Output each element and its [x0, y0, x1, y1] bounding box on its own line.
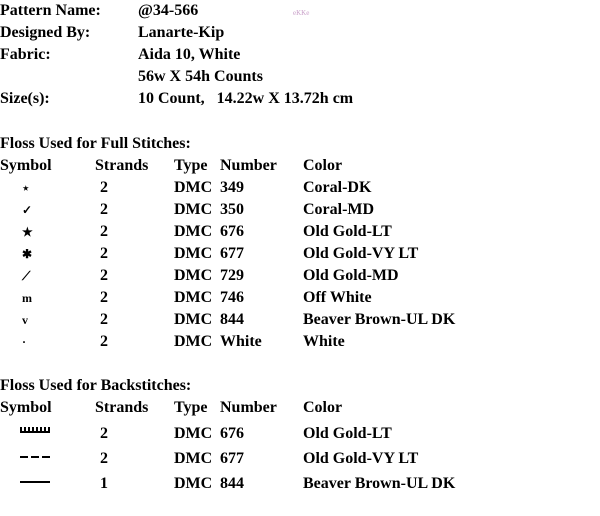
dashed-line-icon	[20, 456, 50, 458]
designed-by-value: Lanarte-Kip	[138, 24, 225, 41]
color-cell: Beaver Brown-UL DK	[303, 475, 456, 492]
strands-cell: 2	[100, 450, 108, 467]
color-cell: Old Gold-LT	[303, 425, 392, 442]
strands-cell: 2	[100, 311, 108, 328]
number-cell: 676	[220, 425, 244, 442]
strands-cell: 2	[100, 245, 108, 262]
full-col-symbol: Symbol	[0, 157, 52, 174]
stitch-symbol-icon: m	[22, 291, 32, 305]
strands-cell: 2	[100, 201, 108, 218]
number-cell: 676	[220, 223, 244, 240]
back-col-type: Type	[174, 399, 208, 416]
stitch-symbol-icon: ⋆	[22, 181, 30, 195]
type-cell: DMC	[174, 245, 213, 262]
color-cell: Off White	[303, 289, 372, 306]
type-cell: DMC	[174, 475, 213, 492]
type-cell: DMC	[174, 333, 213, 350]
backstitches-title: Floss Used for Backstitches:	[0, 377, 192, 394]
designed-by-label: Designed By:	[0, 24, 91, 41]
strands-cell: 2	[100, 179, 108, 196]
number-cell: White	[220, 333, 262, 350]
back-col-strands: Strands	[95, 399, 149, 416]
color-cell: White	[303, 333, 345, 350]
back-col-symbol: Symbol	[0, 399, 52, 416]
color-cell: Old Gold-VY LT	[303, 245, 419, 262]
strands-cell: 2	[100, 425, 108, 442]
pattern-name-value: @34-566	[138, 2, 199, 19]
full-col-type: Type	[174, 157, 208, 174]
color-cell: Old Gold-MD	[303, 267, 399, 284]
type-cell: DMC	[174, 267, 213, 284]
type-cell: DMC	[174, 201, 213, 218]
color-cell: Coral-DK	[303, 179, 372, 196]
stitch-symbol-icon: ⟋	[22, 269, 31, 283]
strands-cell: 2	[100, 267, 108, 284]
type-cell: DMC	[174, 450, 213, 467]
fabric-value: Aida 10, White	[138, 46, 241, 63]
number-cell: 677	[220, 450, 244, 467]
back-col-color: Color	[303, 399, 343, 416]
hatched-line-icon	[20, 427, 50, 433]
stitch-symbol-icon: ✓	[22, 203, 33, 217]
stitch-symbol-icon: ✱	[22, 247, 33, 261]
number-cell: 349	[220, 179, 244, 196]
solid-line-icon	[20, 481, 50, 483]
pattern-name-label: Pattern Name:	[0, 2, 101, 19]
full-stitches-title: Floss Used for Full Stitches:	[0, 135, 191, 152]
full-col-number: Number	[220, 157, 277, 174]
strands-cell: 2	[100, 289, 108, 306]
type-cell: DMC	[174, 425, 213, 442]
watermark: eKKe	[293, 9, 310, 17]
stitch-symbol-icon: ·	[22, 335, 27, 349]
strands-cell: 1	[100, 475, 108, 492]
size-label: Size(s):	[0, 90, 50, 107]
strands-cell: 2	[100, 333, 108, 350]
stitch-symbol-icon: ★	[22, 225, 33, 239]
color-cell: Old Gold-LT	[303, 223, 392, 240]
color-cell: Coral-MD	[303, 201, 375, 218]
strands-cell: 2	[100, 223, 108, 240]
number-cell: 677	[220, 245, 244, 262]
number-cell: 844	[220, 475, 244, 492]
type-cell: DMC	[174, 289, 213, 306]
number-cell: 729	[220, 267, 244, 284]
full-col-strands: Strands	[95, 157, 149, 174]
fabric-counts: 56w X 54h Counts	[138, 68, 263, 85]
type-cell: DMC	[174, 311, 213, 328]
full-col-color: Color	[303, 157, 343, 174]
color-cell: Old Gold-VY LT	[303, 450, 419, 467]
fabric-label: Fabric:	[0, 46, 51, 63]
type-cell: DMC	[174, 223, 213, 240]
type-cell: DMC	[174, 179, 213, 196]
number-cell: 350	[220, 201, 244, 218]
number-cell: 844	[220, 311, 244, 328]
size-value: 10 Count, 14.22w X 13.72h cm	[138, 90, 354, 107]
back-col-number: Number	[220, 399, 277, 416]
stitch-symbol-icon: v	[22, 313, 28, 327]
color-cell: Beaver Brown-UL DK	[303, 311, 456, 328]
number-cell: 746	[220, 289, 244, 306]
